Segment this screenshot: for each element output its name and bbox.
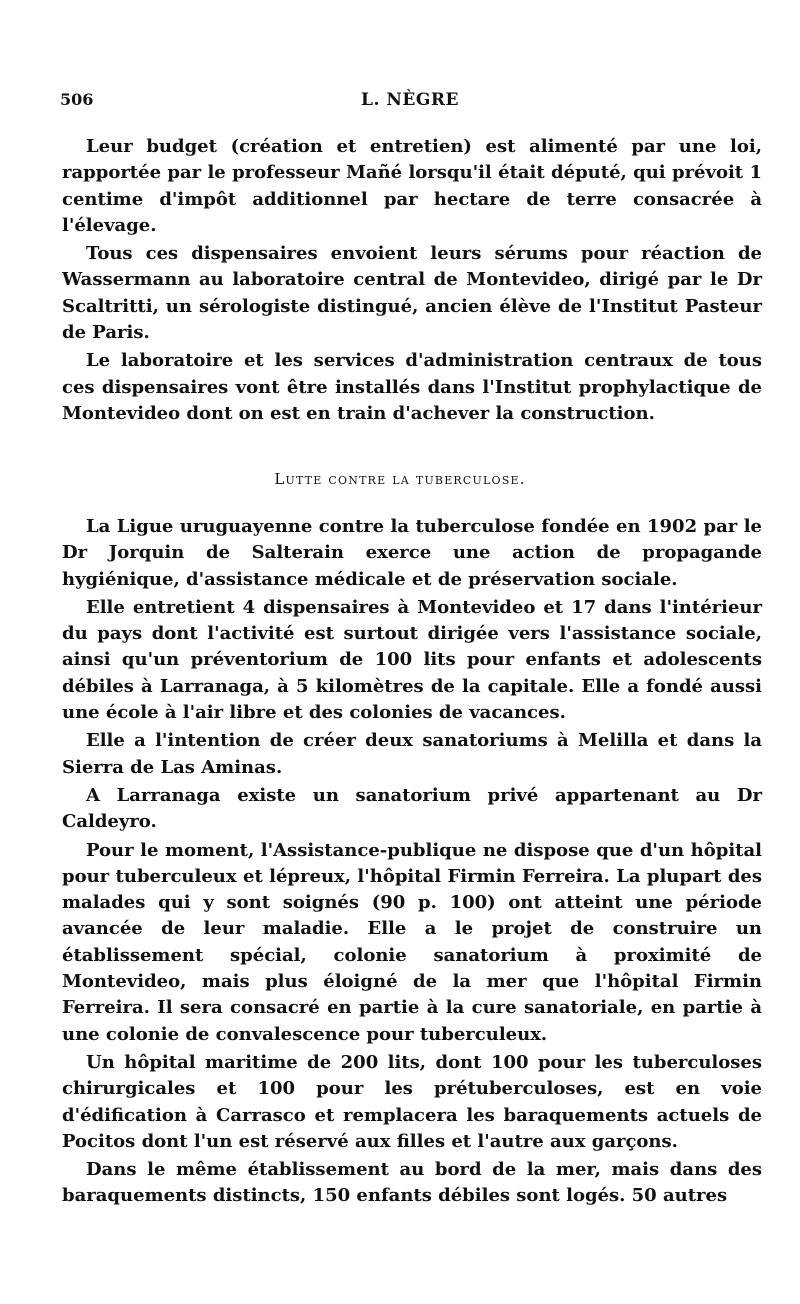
paragraph: Elle entretient 4 dispensaires à Montevideo et 17 dans l'intérieur du pays dont l'activité est surtout dirigée vers l'assistance sociale, ainsi qu'un préventorium de 100 lits pour enfants et adolescents débiles à Larranaga, à 5 kilomètres de la capitale. Elle a fondé aussi une école à l'air libre et des colonies de vacances. xyxy=(62,596,762,724)
text-block-dispensaires xyxy=(62,134,762,427)
text-block-tuberculose xyxy=(62,514,762,1210)
paragraph: Un hôpital maritime de 200 lits, dont 100 pour les tuberculoses chirurgicales et 100 pour les prétuberculoses, est en voie d'édification à Carrasco et remplacera les baraquements actuels de Pocitos dont l'un est réservé aux filles et l'autre aux garçons. xyxy=(62,1051,762,1152)
paragraph: Elle a l'intention de créer deux sanatoriums à Melilla et dans la Sierra de Las Aminas. xyxy=(62,730,762,778)
paragraph: Tous ces dispensaires envoient leurs sérums pour réaction de Wassermann au laboratoire central de Montevideo, dirigé par le Dr Scaltritti, un sérologiste distingué, ancien élève de l'Institut Pasteur de Paris. xyxy=(62,243,762,344)
paragraph: La Ligue uruguayenne contre la tuberculose fondée en 1902 par le Dr Jorquin de Salterain exerce une action de propagande hygiénique, d'assistance médicale et de préservation sociale. xyxy=(62,516,762,590)
page-number: 506 xyxy=(60,90,94,109)
paragraph: Le laboratoire et les services d'administration centraux de tous ces dispensaires vont être installés dans l'Institut prophylactique de Montevideo dont on est en train d'achever la construction. xyxy=(62,350,762,424)
paragraph: Leur budget (création et entretien) est alimenté par une loi, rapportée par le professeur Mañé lorsqu'il était député, qui prévoit 1 centime d'impôt additionnel par hectare de terre consacrée à l'élevage. xyxy=(62,136,762,236)
paragraph: Pour le moment, l'Assistance-publique ne dispose que d'un hôpital pour tuberculeux et lépreux, l'hôpital Firmin Ferreira. La plupart des malades qui y sont soignés (90 p. 100) ont atteint une période avancée de leur maladie. Elle a le projet de construire un établissement spécial, colonie sanatorium à proximité de Montevideo, mais plus éloigné de la mer que l'hôpital Firmin Ferreira. Il sera consacré en partie à la cure sanatoriale, en partie à une colonie de convalescence pour tuberculeux. xyxy=(62,839,762,1045)
running-title: L. NÈGRE xyxy=(361,90,459,110)
paragraph: Dans le même établissement au bord de la mer, mais dans des baraquements distincts, 150 enfants débiles sont logés. 50 autres xyxy=(62,1159,762,1207)
section-heading: Lutte contre la tuberculose. xyxy=(274,470,526,488)
running-head xyxy=(60,90,760,114)
paragraph: A Larranaga existe un sanatorium privé appartenant au Dr Caldeyro. xyxy=(62,784,762,833)
